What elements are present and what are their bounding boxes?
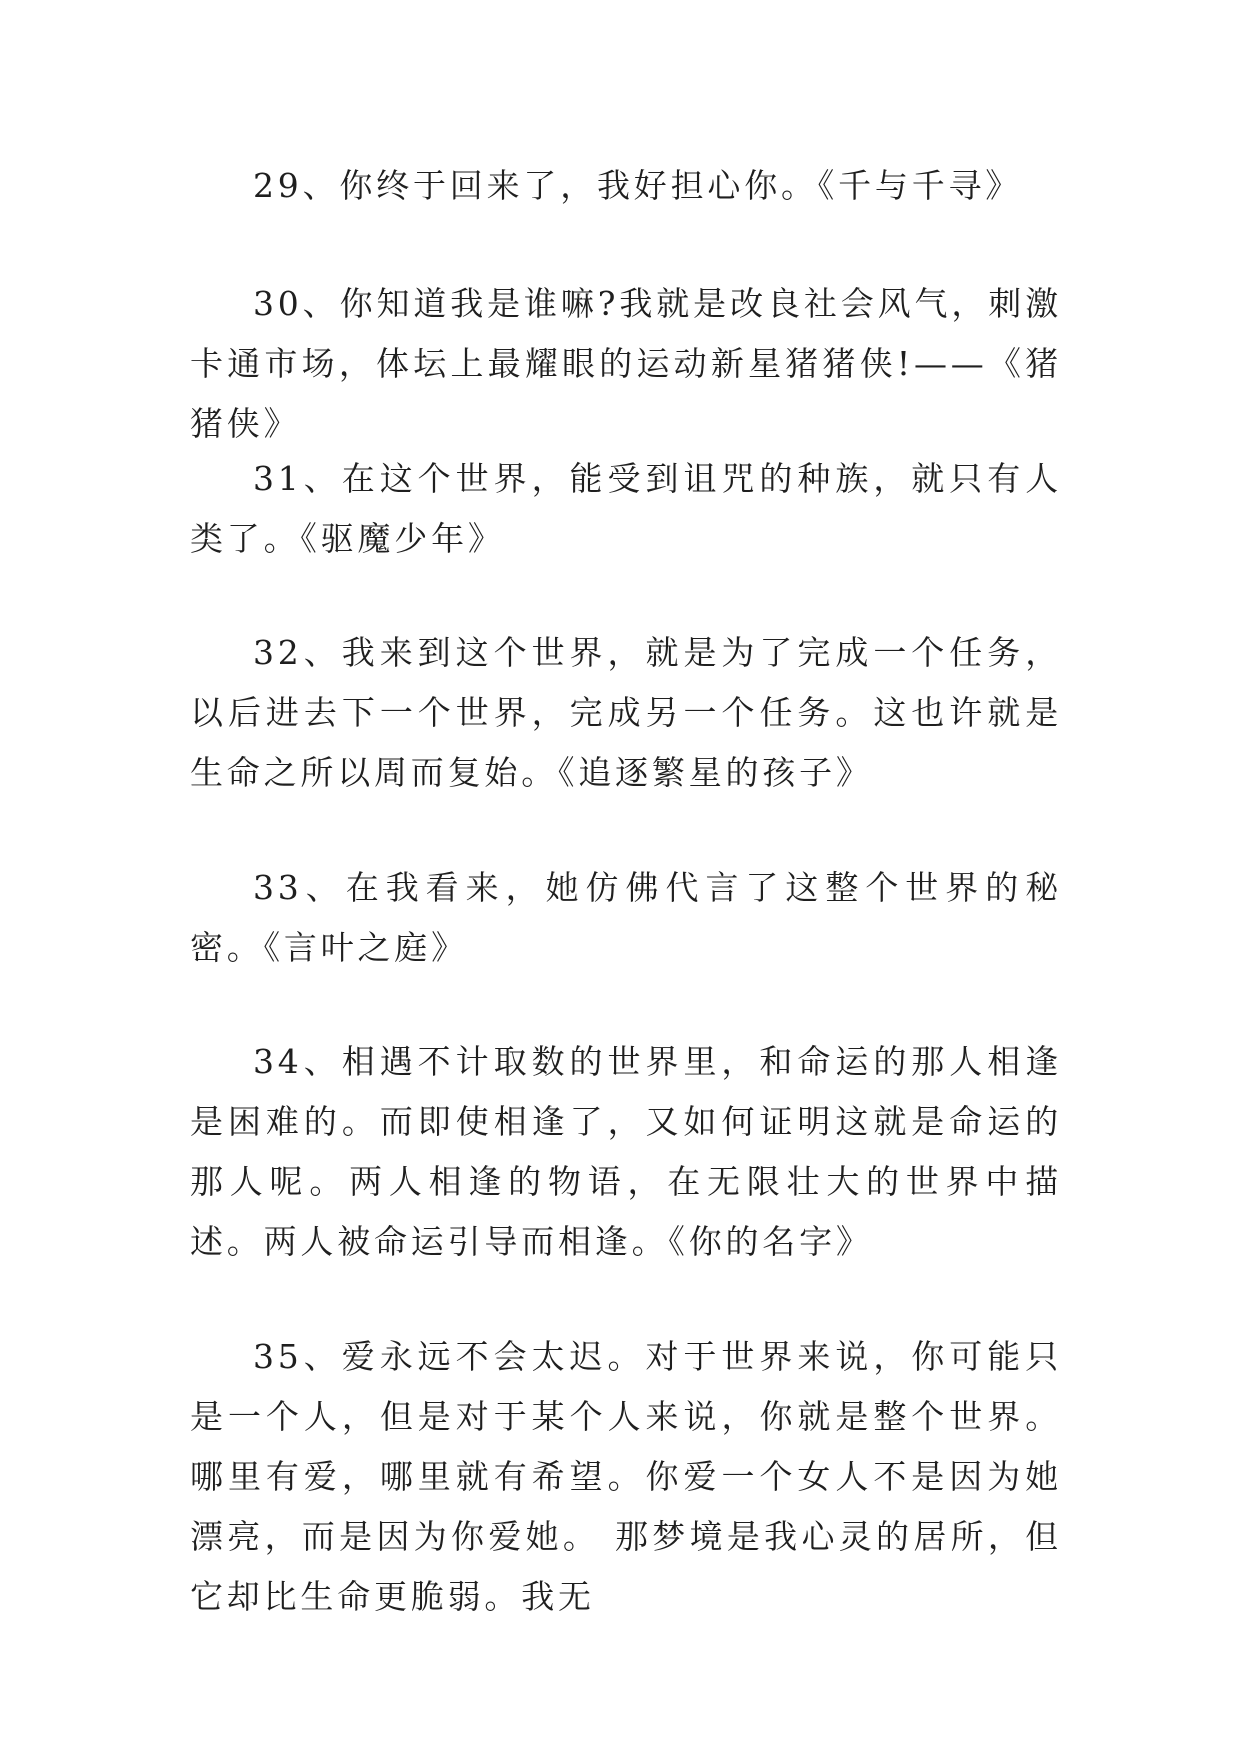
paragraph-35: 35、爱永远不会太迟。对于世界来说，你可能只是一个人，但是对于某个人来说，你就是整个世界。哪里有爱，哪里就有希望。你爱一个女人不是因为她漂亮，而是因为你爱她。 那梦境是我心灵的居所，但它却比生命更脆弱。我无 xyxy=(190,1337,1062,1616)
paragraph-31: 31、在这个世界，能受到诅咒的种族，就只有人类了。《驱魔少年》 xyxy=(190,459,1062,558)
paragraph-33: 33、在我看来，她仿佛代言了这整个世界的秘密。《言叶之庭》 xyxy=(190,868,1062,967)
paragraph-34: 34、相遇不计取数的世界里，和命运的那人相逢是困难的。而即使相逢了，又如何证明这就是命运的那人呢。两人相逢的物语，在无限壮大的世界中描述。两人被命运引导而相逢。《你的名字》 xyxy=(190,1042,1062,1261)
paragraph-32: 32、我来到这个世界，就是为了完成一个任务，以后进去下一个世界，完成另一个任务。这也许就是生命之所以周而复始。《追逐繁星的孩子》 xyxy=(190,633,1062,792)
paragraph-30: 30、你知道我是谁嘛?我就是改良社会风气，刺激卡通市场，体坛上最耀眼的运动新星猪猪侠!——《猪猪侠》 xyxy=(190,284,1062,443)
paragraph-29: 29、你终于回来了，我好担心你。《千与千寻》 xyxy=(253,166,1023,205)
